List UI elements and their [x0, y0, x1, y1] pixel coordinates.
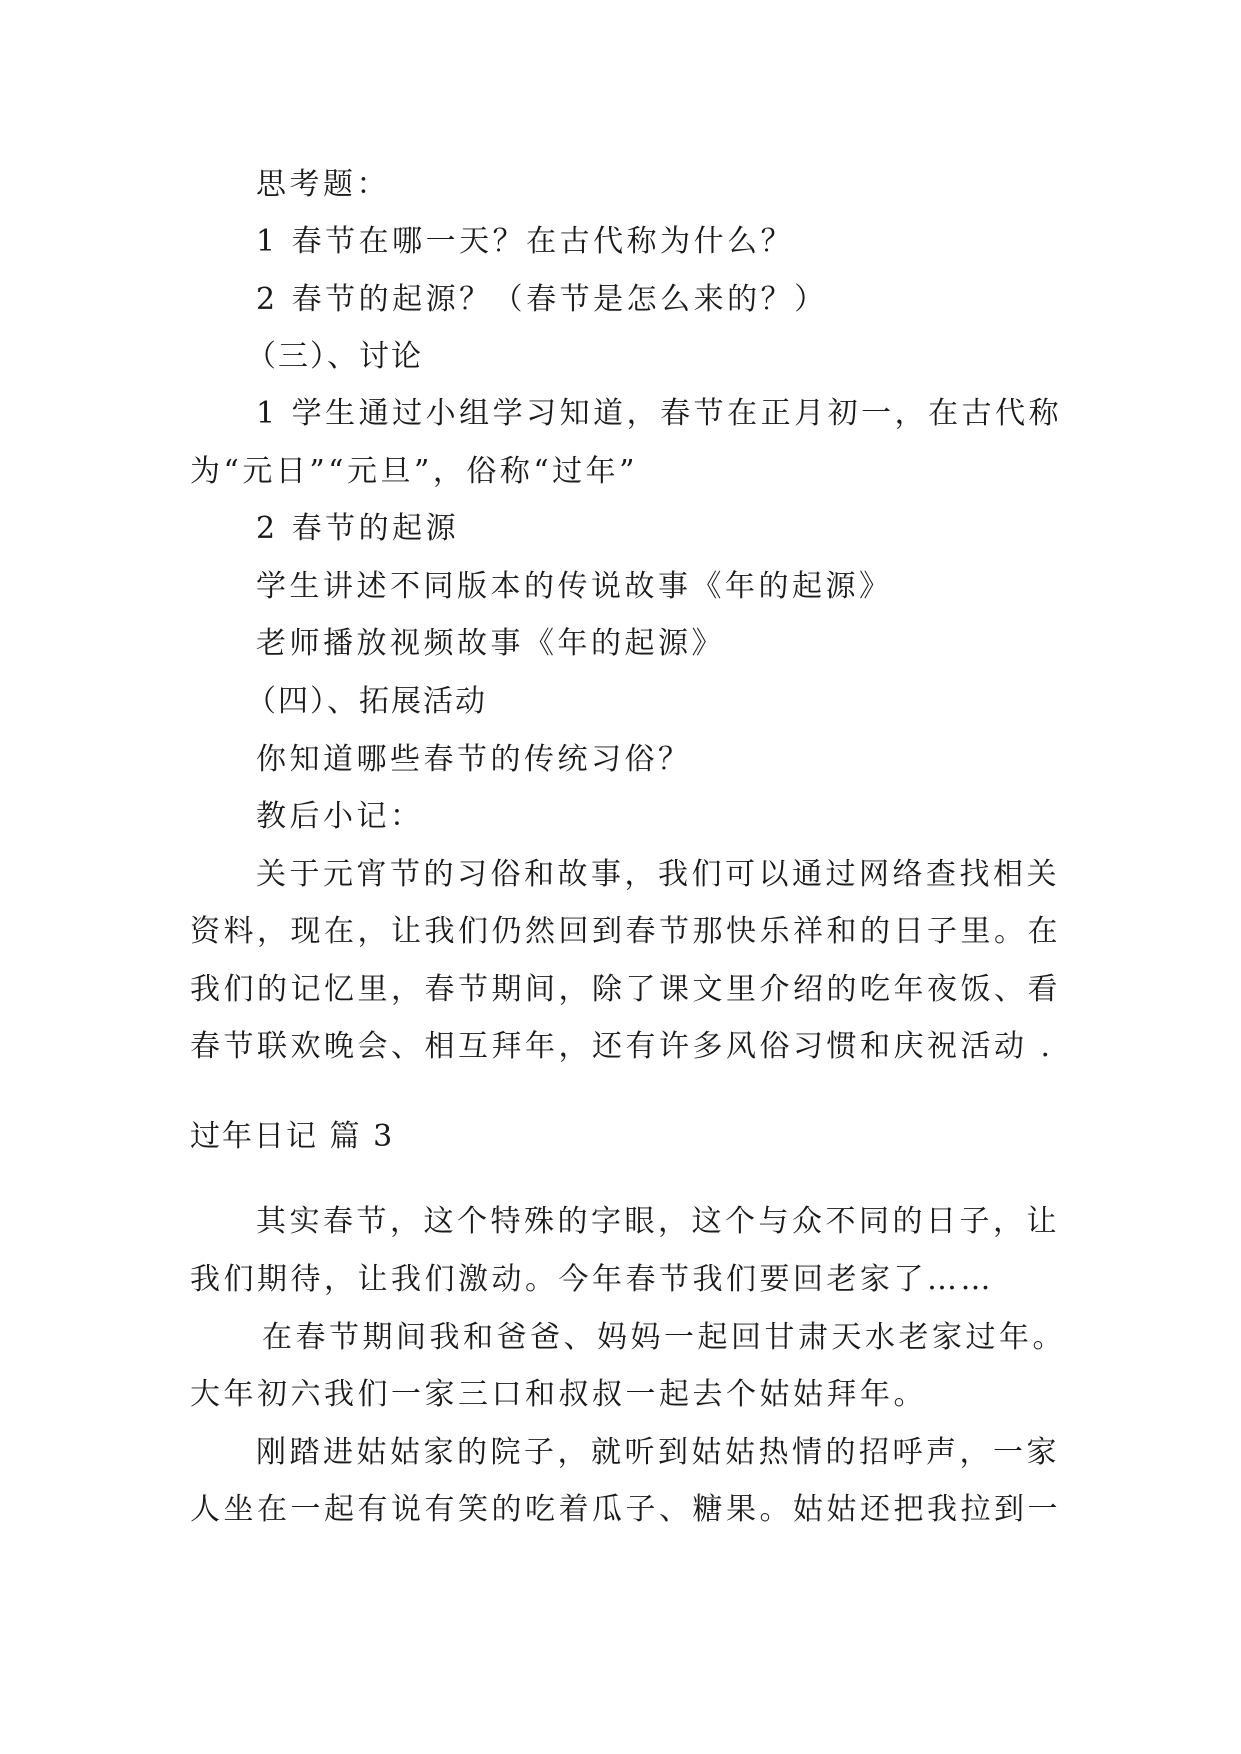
section-3-p1-line2: 我们期待，让我们激动。今年春节我们要回老家了…… — [190, 1262, 994, 1297]
section-3-p2-line1: 在春节期间我和爸爸、妈妈一起回甘肃天水老家过年。 — [262, 1320, 1066, 1355]
notes-line-3: 我们的记忆里，春节期间，除了课文里介绍的吃年夜饭、看 — [190, 972, 1061, 1007]
section-3-p2-line2: 大年初六我们一家三口和叔叔一起去个姑姑拜年。 — [190, 1377, 927, 1412]
section-3-p3-line2: 人坐在一起有说有笑的吃着瓜子、糖果。姑姑还把我拉到一 — [190, 1492, 1061, 1527]
extension-question: 你知道哪些春节的传统习俗？ — [256, 742, 692, 777]
notes-line-4: 春节联欢晚会、相互拜年，还有许多风俗习惯和庆祝活动 . — [190, 1029, 1054, 1064]
notes-line-1: 关于元宵节的习俗和故事，我们可以通过网络查找相关 — [256, 857, 1060, 892]
notes-line-2: 资料，现在，让我们仍然回到春节那快乐祥和的日子里。在 — [190, 914, 1061, 949]
section-3-title: 过年日记 篇 3 — [190, 1119, 395, 1154]
question-2: 2 春节的起源？（春节是怎么来的？） — [256, 282, 828, 317]
question-1: 1 春节在哪一天？在古代称为什么？ — [256, 224, 795, 259]
discussion-p3: 学生讲述不同版本的传说故事《年的起源》 — [256, 569, 893, 604]
think-title: 思考题： — [256, 167, 390, 202]
section-3-p3-line1: 刚踏进姑姑家的院子，就听到姑姑热情的招呼声，一家 — [256, 1435, 1060, 1470]
discussion-heading: （三）、讨论 — [246, 339, 423, 374]
section-3-p1-line1: 其实春节，这个特殊的字眼，这个与众不同的日子，让 — [256, 1204, 1060, 1239]
discussion-p1-line2: 为“元日”“元旦”，俗称“过年” — [190, 454, 639, 489]
notes-title: 教后小记： — [256, 799, 424, 834]
extension-heading: （四）、拓展活动 — [246, 684, 487, 719]
discussion-p4: 老师播放视频故事《年的起源》 — [256, 626, 725, 661]
discussion-p1-line1: 1 学生通过小组学习知道，春节在正月初一，在古代称 — [256, 396, 1063, 431]
discussion-p2: 2 春节的起源 — [256, 511, 460, 546]
